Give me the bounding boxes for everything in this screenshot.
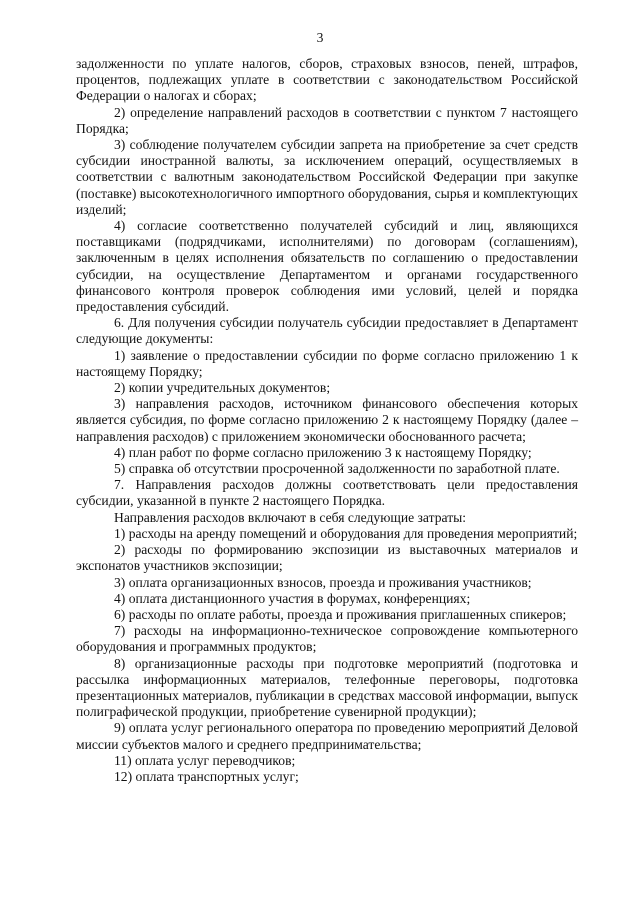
paragraph: 11) оплата услуг переводчиков;	[114, 752, 296, 768]
paragraph: 3) направления расходов, источником финансового обеспечения которых является субсидия, по форме согласно приложению 2 к настоящему Порядку (далее – направления расходов) с приложением экономически обоснованного расчета;	[76, 396, 578, 444]
paragraph: Направления расходов включают в себя следующие затраты:	[114, 509, 467, 525]
paragraph: 5) справка об отсутствии просроченной задолженности по заработной плате.	[114, 461, 560, 477]
paragraph: 1) расходы на аренду помещений и оборудования для проведения мероприятий;	[114, 525, 578, 541]
paragraph: 4) план работ по форме согласно приложению 3 к настоящему Порядку;	[114, 444, 532, 460]
paragraph: 2) копии учредительных документов;	[114, 380, 331, 396]
paragraph: задолженности по уплате налогов, сборов, страховых взносов, пеней, штрафов, процентов, подлежащих уплате в соответствии с законодательством Российской Федерации о налогах и сборах;	[76, 56, 578, 104]
paragraph: 7. Направления расходов должны соответствовать цели предоставления субсидии, указанной в пункте 2 настоящего Порядка.	[76, 477, 578, 509]
page-number: 3	[316, 30, 324, 45]
paragraph: 2) расходы по формированию экспозиции из выставочных материалов и экспонатов участников экспозиции;	[76, 542, 578, 574]
paragraph: 2) определение направлений расходов в соответствии с пунктом 7 настоящего Порядка;	[76, 104, 578, 136]
paragraph: 4) оплата дистанционного участия в форумах, конференциях;	[114, 590, 471, 606]
paragraph: 4) согласие соответственно получателей субсидий и лиц, являющихся поставщиками (подрядчиками, исполнителями) по договорам (соглашениям), заключенным в целях исполнения обязательств по соглашению о предоставлении субсидии, на осуществление Департаментом и органами государственного финансового контроля проверок соблюдения ими условий, целей и порядка предоставления субсидий.	[76, 218, 578, 315]
paragraph: 3) оплата организационных взносов, проезда и проживания участников;	[114, 574, 532, 590]
paragraph: 3) соблюдение получателем субсидии запрета на приобретение за счет средств субсидии иностранной валюты, за исключением операций, осуществляемых в соответствии с валютным законодательством Российской Федерации при закупке (поставке) высокотехнологичного импортного оборудования, сырья и комплектующих изделий;	[76, 137, 578, 217]
paragraph: 7) расходы на информационно-техническое сопровождение компьютерного оборудования и программных продуктов;	[76, 623, 578, 655]
paragraph: 12) оплата транспортных услуг;	[114, 768, 299, 784]
paragraph: 1) заявление о предоставлении субсидии по форме согласно приложению 1 к настоящему Порядку;	[76, 347, 578, 379]
paragraph: 6. Для получения субсидии получатель субсидии предоставляет в Департамент следующие документы:	[76, 315, 578, 347]
paragraph: 6) расходы по оплате работы, проезда и проживания приглашенных спикеров;	[114, 606, 567, 622]
document-body	[76, 56, 578, 785]
paragraph: 9) оплата услуг регионального оператора по проведению мероприятий Деловой миссии субъектов малого и среднего предпринимательства;	[76, 720, 578, 752]
paragraph: 8) организационные расходы при подготовке мероприятий (подготовка и рассылка информационных материалов, телефонные переговоры, подготовка презентационных материалов, публикации в средствах массовой информации, выпуск полиграфической продукции, приобретение сувенирной продукции);	[76, 655, 578, 720]
